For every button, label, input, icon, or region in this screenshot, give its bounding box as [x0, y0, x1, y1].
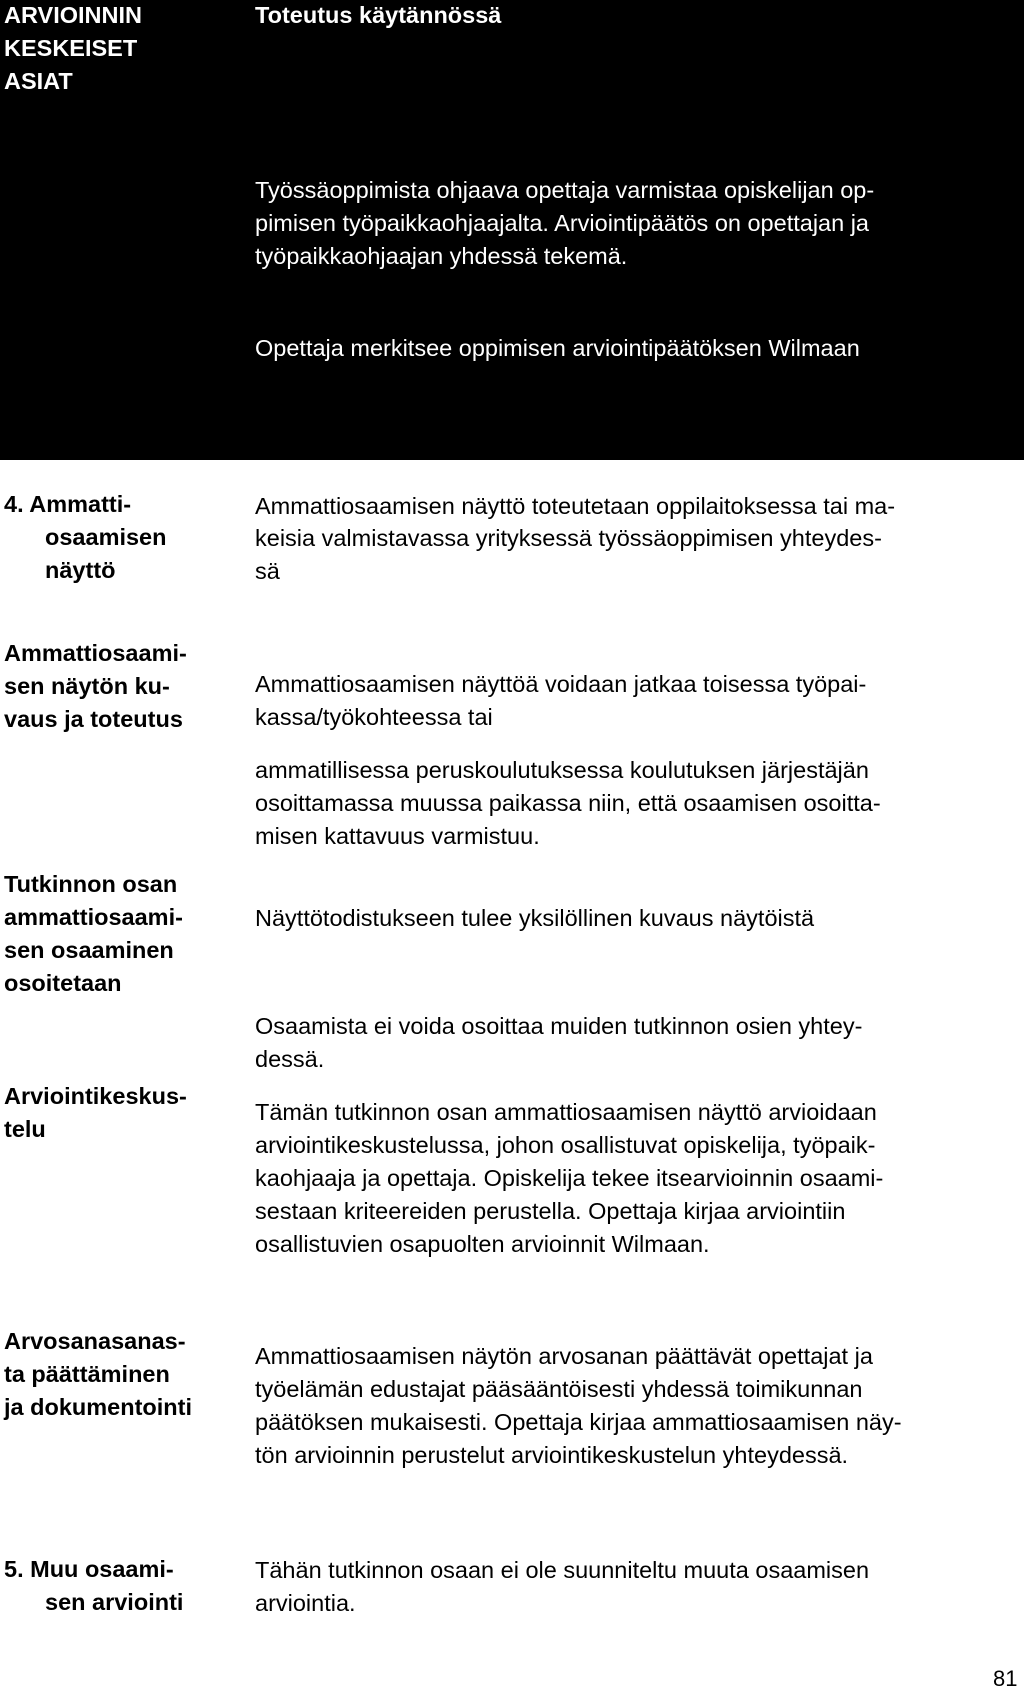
kuvaus-text2-line-3: misen kattavuus varmistuu.: [255, 823, 540, 849]
arviointi-text-line-4: sestaan kriteereiden perustella. Opettaja kirjaa arviointiin: [255, 1198, 846, 1224]
section5-label-line-2: sen arviointi: [45, 1589, 184, 1615]
arvosana-label-line-2: ta päättäminen: [4, 1361, 170, 1387]
col2-title: Toteutus käytännössä: [255, 2, 502, 28]
arvosana-text-line-1: Ammattiosaamisen näytön arvosanan päättävät opettajat ja: [255, 1343, 873, 1369]
kuvaus-text1-line-2: kassa/työkohteessa tai: [255, 704, 493, 730]
arvosana-text-line-4: tön arvioinnin perustelut arviointikeskustelun yhteydessä.: [255, 1442, 849, 1468]
section5-text-line-2: arviointia.: [255, 1590, 356, 1616]
header-para1-line-3: työpaikkaohjaajan yhdessä tekemä.: [255, 243, 628, 269]
section5-label-line-1: 5. Muu osaami-: [4, 1556, 174, 1582]
kuvaus-label-line-1: Ammattiosaami-: [4, 640, 187, 666]
arviointi-text-line-3: kaohjaaja ja opettaja. Opiskelija tekee itsearvioinnin osaami-: [255, 1165, 884, 1191]
tutkinnon-label-line-4: osoitetaan: [4, 970, 122, 996]
col1-title-line-1: ARVIOINNIN: [4, 2, 142, 28]
arvosana-label-line-3: ja dokumentointi: [4, 1394, 192, 1420]
tutkinnon-text2-line-1: Osaamista ei voida osoittaa muiden tutkinnon osien yhtey-: [255, 1013, 863, 1039]
header-para1-line-2: pimisen työpaikkaohjaajalta. Arviointipäätös on opettajan ja: [255, 210, 870, 236]
arviointi-text-line-5: osallistuvien osapuolten arvioinnit Wilmaan.: [255, 1231, 710, 1257]
section4-label-line-2: osaamisen: [45, 524, 167, 550]
kuvaus-text2-line-2: osoittamassa muussa paikassa niin, että osaamisen osoitta-: [255, 790, 881, 816]
col1-title-line-3: ASIAT: [4, 68, 73, 94]
header-para1-line-1: Työssäoppimista ohjaava opettaja varmistaa opiskelijan op-: [255, 177, 875, 203]
tutkinnon-label-line-2: ammattiosaami-: [4, 904, 183, 930]
section5-text-line-1: Tähän tutkinnon osaan ei ole suunniteltu muuta osaamisen: [255, 1557, 870, 1583]
arviointi-text-line-2: arviointikeskustelussa, johon osallistuvat opiskelija, työpaik-: [255, 1132, 876, 1158]
section4-label-line-1: 4. Ammatti-: [4, 491, 132, 517]
kuvaus-text1-line-1: Ammattiosaamisen näyttöä voidaan jatkaa toisessa työpai-: [255, 671, 867, 697]
section4-text-line-1: Ammattiosaamisen näyttö toteutetaan oppilaitoksessa tai ma-: [255, 493, 896, 519]
page-number: 81: [993, 1666, 1018, 1691]
arviointi-text-line-1: Tämän tutkinnon osan ammattiosaamisen näyttö arvioidaan: [255, 1099, 877, 1125]
kuvaus-label-line-3: vaus ja toteutus: [4, 706, 183, 732]
section4-label-line-3: näyttö: [45, 557, 116, 583]
arvosana-text-line-2: työelämän edustajat pääsääntöisesti yhdessä toimikunnan: [255, 1376, 863, 1402]
tutkinnon-label-line-1: Tutkinnon osan: [4, 871, 178, 897]
header-para2: Opettaja merkitsee oppimisen arviointipäätöksen Wilmaan: [255, 335, 860, 361]
arvosana-label-line-1: Arvosanasanas-: [4, 1328, 186, 1354]
section4-text-line-3: sä: [255, 558, 280, 584]
section4-text-line-2: keisia valmistavassa yrityksessä työssäoppimisen yhteydes-: [255, 525, 882, 551]
tutkinnon-text1: Näyttötodistukseen tulee yksilöllinen kuvaus näytöistä: [255, 905, 815, 931]
arvosana-text-line-3: päätöksen mukaisesti. Opettaja kirjaa ammattiosaamisen näy-: [255, 1409, 902, 1435]
arviointi-label-line-1: Arviointikeskus-: [4, 1083, 187, 1109]
kuvaus-text2-line-1: ammatillisessa peruskoulutuksessa koulutuksen järjestäjän: [255, 757, 869, 783]
tutkinnon-text2-line-2: dessä.: [255, 1046, 325, 1072]
kuvaus-label-line-2: sen näytön ku-: [4, 673, 170, 699]
col1-title-line-2: KESKEISET: [4, 35, 138, 61]
tutkinnon-label-line-3: sen osaaminen: [4, 937, 174, 963]
arviointi-label-line-2: telu: [4, 1116, 46, 1142]
